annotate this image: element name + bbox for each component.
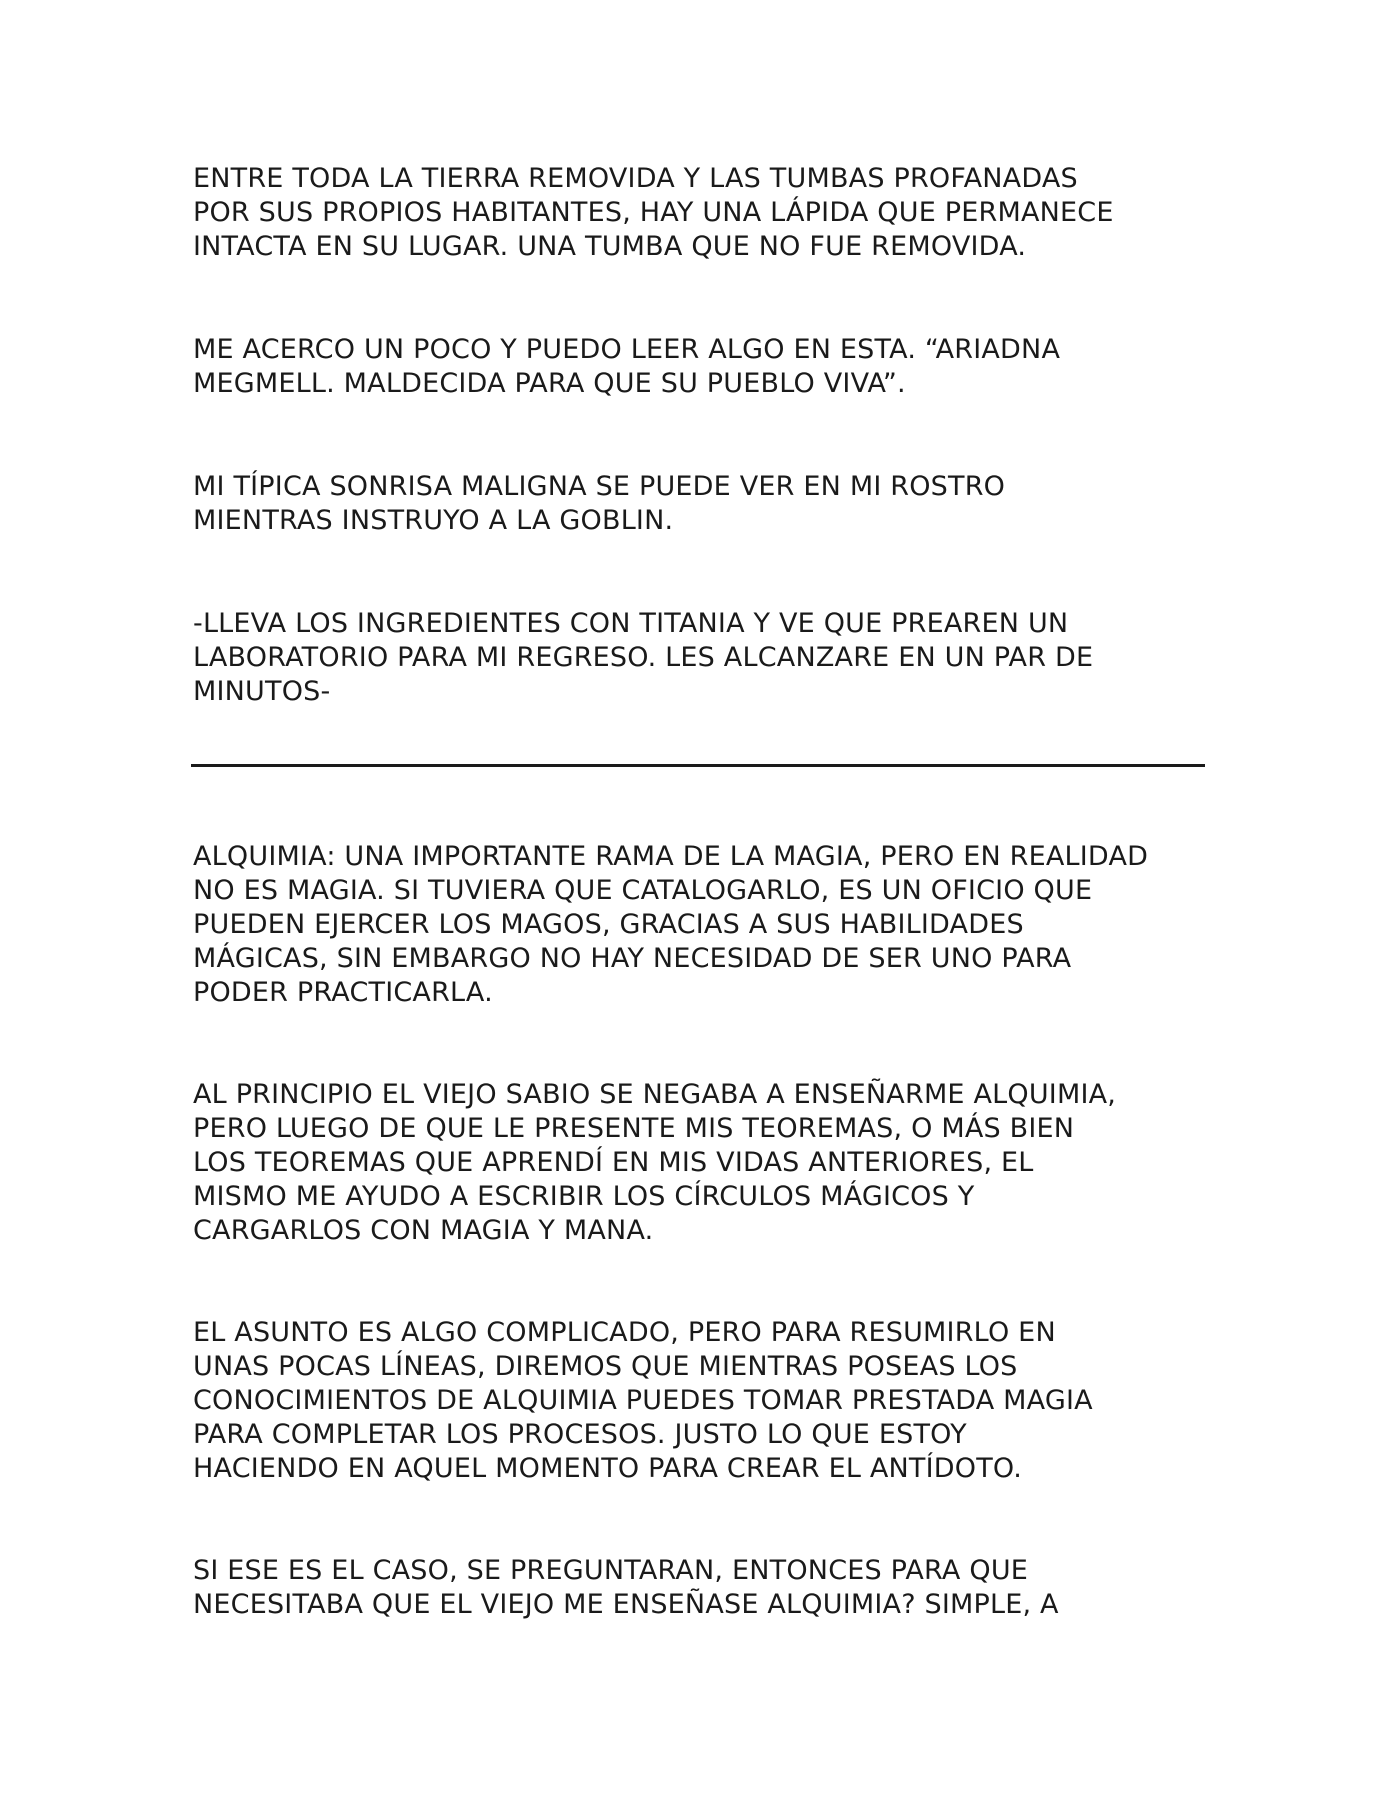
- paragraph-lapida: ME ACERCO UN POCO Y PUEDO LEER ALGO EN ESTA. “ARIADNA MEGMELL. MALDECIDA PARA QUE SU PUEBLO VIVA”.: [193, 334, 1061, 399]
- paragraph-tumbas: ENTRE TODA LA TIERRA REMOVIDA Y LAS TUMBAS PROFANADAS POR SUS PROPIOS HABITANTES, HAY UNA LÁPIDA QUE PERMANECE INTACTA EN SU LUGAR. UNA TUMBA QUE NO FUE REMOVIDA.: [193, 163, 1114, 262]
- paragraph-pregunta: SI ESE ES EL CASO, SE PREGUNTARAN, ENTONCES PARA QUE NECESITABA QUE EL VIEJO ME ENSEÑASE ALQUIMIA? SIMPLE, A: [193, 1555, 1059, 1620]
- section-divider: [191, 764, 1205, 767]
- paragraph-sonrisa: MI TÍPICA SONRISA MALIGNA SE PUEDE VER EN MI ROSTRO MIENTRAS INSTRUYO A LA GOBLIN.: [193, 471, 1006, 536]
- paragraph-viejo-sabio: AL PRINCIPIO EL VIEJO SABIO SE NEGABA A ENSEÑARME ALQUIMIA, PERO LUEGO DE QUE LE PRESENTE MIS TEOREMAS, O MÁS BIEN LOS TEOREMAS QUE APRENDÍ EN MIS VIDAS ANTERIORES, EL MISMO ME AYUDO A ESCRIBIR LOS CÍRCULOS MÁGICOS Y CARGARLOS CON MAGIA Y MANA.: [193, 1079, 1117, 1246]
- paragraph-dialogo: -LLEVA LOS INGREDIENTES CON TITANIA Y VE QUE PREAREN UN LABORATORIO PARA MI REGRESO. LES ALCANZARE EN UN PAR DE MINUTOS-: [193, 608, 1094, 707]
- paragraph-asunto: EL ASUNTO ES ALGO COMPLICADO, PERO PARA RESUMIRLO EN UNAS POCAS LÍNEAS, DIREMOS QUE MIENTRAS POSEAS LOS CONOCIMIENTOS DE ALQUIMIA PUEDES TOMAR PRESTADA MAGIA PARA COMPLETAR LOS PROCESOS. JUSTO LO QUE ESTOY HACIENDO EN AQUEL MOMENTO PARA CREAR EL ANTÍDOTO.: [193, 1317, 1093, 1484]
- paragraph-alquimia: ALQUIMIA: UNA IMPORTANTE RAMA DE LA MAGIA, PERO EN REALIDAD NO ES MAGIA. SI TUVIERA QUE CATALOGARLO, ES UN OFICIO QUE PUEDEN EJERCER LOS MAGOS, GRACIAS A SUS HABILIDADES MÁGICAS, SIN EMBARGO NO HAY NECESIDAD DE SER UNO PARA PODER PRACTICARLA.: [193, 841, 1149, 1008]
